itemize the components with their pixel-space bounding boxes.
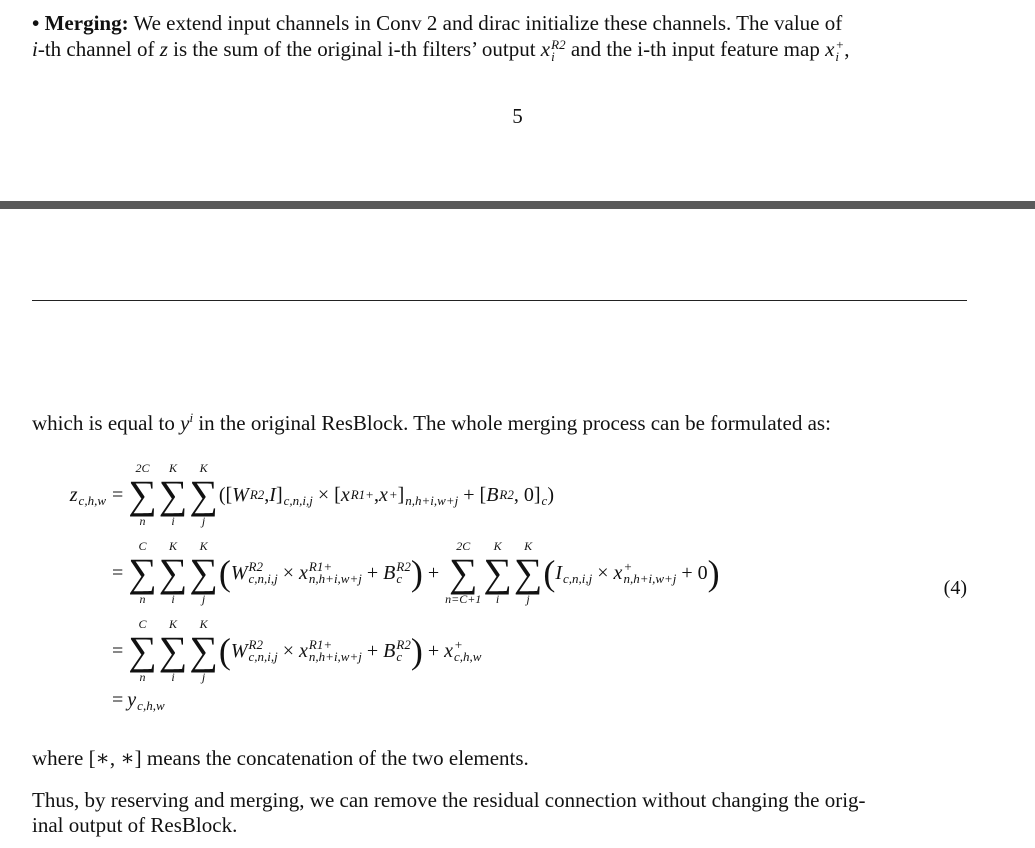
where-text (32, 745, 529, 771)
math-token (614, 561, 677, 585)
superscript: + (623, 559, 633, 574)
sup: + (835, 37, 845, 53)
subscript: c (396, 649, 403, 664)
big-paren: ) (410, 553, 423, 593)
subscript: n,h+i,w+j (405, 493, 459, 508)
sigma-symbol: ∑ (128, 628, 157, 673)
math-token (486, 484, 514, 507)
math-operator: + (681, 561, 693, 584)
math-token (112, 484, 127, 507)
header-rule (32, 300, 967, 301)
sum-lower-limit: n=C+1 (445, 592, 482, 606)
summation (445, 540, 481, 606)
bold-label: Merging: (44, 11, 129, 35)
superscript: R1+ (308, 637, 333, 652)
math-token (219, 484, 232, 507)
sigma-symbol: ∑ (158, 628, 188, 673)
subscript: n,h+i,w+j (308, 571, 362, 586)
superscript: R2 (396, 559, 411, 574)
math-operator: × (282, 561, 295, 584)
big-paren: ( (218, 553, 231, 593)
equation-row (0, 618, 481, 684)
text: where (32, 746, 89, 770)
summation (514, 540, 543, 606)
superscript: R2 (499, 487, 514, 502)
script (454, 639, 481, 663)
math-operator: , (373, 483, 379, 506)
sum-upper-limit: K (169, 617, 178, 631)
math-token (278, 562, 299, 585)
sum-upper-limit: K (199, 461, 208, 475)
math-variable: x (340, 483, 350, 506)
sum-upper-limit: K (493, 539, 502, 553)
sigma-symbol: ∑ (189, 628, 218, 673)
math-operator: × (317, 483, 330, 506)
math-variable: x (299, 561, 308, 584)
text: which is equal to (32, 411, 181, 435)
merging-paragraph-line-2 (32, 36, 849, 63)
script (551, 39, 565, 63)
summation (189, 462, 218, 528)
math-token (592, 562, 613, 585)
math-operator: + (366, 561, 379, 584)
intro-text (32, 405, 831, 436)
math-operator: ] (275, 483, 283, 506)
subscript: c,h,w (137, 698, 165, 713)
subscript: n,h+i,w+j (623, 571, 677, 586)
math-operator: , 0] (513, 483, 541, 506)
sum-lower-limit: i (171, 592, 175, 606)
equation-row (0, 540, 720, 606)
math-token (547, 484, 554, 507)
math-token (231, 561, 278, 585)
math-token (112, 689, 127, 712)
subscript: c,h,w (78, 493, 106, 508)
math-variable: x (299, 639, 308, 662)
script (309, 561, 362, 585)
summation (128, 462, 157, 528)
sum-upper-limit: K (199, 617, 208, 631)
math-token (112, 640, 127, 663)
script (623, 561, 676, 585)
math-variable: x (444, 639, 453, 662)
math-token (299, 639, 362, 663)
sup: i (189, 410, 194, 425)
math-token (423, 562, 444, 585)
sum-upper-limit: K (169, 461, 178, 475)
summation (189, 618, 218, 684)
text: is the sum of the original i-th filters’ output (167, 37, 541, 61)
math-operator: ([ (218, 483, 233, 506)
script (396, 639, 410, 663)
script (249, 639, 278, 663)
summation (159, 618, 188, 684)
big-paren: ( (543, 553, 556, 593)
subscript: c (396, 571, 403, 586)
math-operator: + (427, 639, 440, 662)
big-paren: ) (707, 553, 720, 593)
equation-row (0, 462, 554, 528)
math-token (334, 484, 341, 507)
text: means the concatenation of the two elements. (141, 746, 529, 770)
sum-lower-limit: j (201, 670, 206, 684)
math-operator: = (112, 688, 124, 711)
var-i: i (32, 37, 38, 61)
var-x: x (540, 37, 551, 61)
subscript: c,n,i,j (283, 493, 313, 508)
superscript: R2 (248, 559, 263, 574)
math-operator: = (112, 483, 124, 506)
script (396, 561, 410, 585)
sigma-symbol: ∑ (513, 550, 543, 595)
var-z: z (159, 37, 168, 61)
text: -th channel of (37, 37, 160, 61)
script (835, 39, 844, 63)
sup: R2 (551, 37, 566, 53)
math-variable: x (613, 561, 623, 584)
script (249, 561, 278, 585)
summation (159, 540, 188, 606)
page-separator (0, 201, 1035, 209)
subscript: c,n,i,j (563, 571, 593, 586)
math-operator: [ (479, 483, 487, 506)
conclusion-line-2: inal output of ResBlock. (32, 813, 238, 837)
math-token (379, 484, 398, 507)
math-token (555, 561, 592, 585)
superscript: + (388, 487, 398, 502)
equation-number: (4) (943, 577, 967, 599)
math-operator: ) (547, 483, 554, 506)
math-token (112, 562, 127, 585)
math-token (362, 562, 383, 585)
big-paren: ) (410, 631, 423, 671)
script (250, 489, 264, 501)
superscript: + (454, 637, 463, 652)
math-variable: x (378, 483, 388, 506)
sum-lower-limit: j (201, 592, 206, 606)
math-operator: , (264, 483, 270, 506)
subscript: c,h,w (454, 649, 482, 664)
sum-lower-limit: j (201, 514, 206, 528)
sum-lower-limit: i (495, 592, 500, 606)
summation (128, 618, 157, 684)
script (389, 489, 398, 501)
conclusion-line-1: Thus, by reserving and merging, we can remove the residual connection without changing the orig- (32, 788, 866, 812)
sub: i (551, 49, 555, 65)
sum-upper-limit: C (138, 617, 147, 631)
math-variable: W (230, 639, 248, 662)
script (405, 483, 458, 507)
sum-upper-limit: K (524, 539, 533, 553)
math-token (383, 639, 411, 663)
math-variable: B (383, 561, 396, 584)
text: and the i-th input feature map (565, 37, 826, 61)
math-operator: = (112, 561, 124, 584)
math-token (404, 483, 458, 507)
sum-upper-limit: K (199, 539, 208, 553)
sigma-symbol: ∑ (128, 550, 157, 595)
sigma-symbol: ∑ (189, 472, 218, 517)
text: in the original ResBlock. The whole merging process can be formulated as: (193, 411, 831, 435)
equation-row (0, 688, 165, 712)
summation (128, 540, 157, 606)
sigma-symbol: ∑ (448, 550, 478, 595)
math-variable: W (230, 561, 248, 584)
subscript: c,n,i,j (248, 649, 278, 664)
summation (189, 540, 218, 606)
math-token (283, 483, 313, 507)
superscript: R2 (248, 637, 263, 652)
superscript: R1+ (350, 487, 374, 502)
sum-lower-limit: i (171, 670, 175, 684)
math-token (514, 484, 541, 507)
math-token (458, 484, 479, 507)
script (79, 483, 106, 507)
sum-upper-limit: 2C (135, 461, 150, 475)
sigma-symbol: ∑ (128, 472, 157, 517)
math-operator: ] (397, 483, 405, 506)
script (499, 489, 513, 501)
merging-paragraph-line-1 (32, 10, 842, 36)
math-variable: W (232, 483, 249, 506)
math-token (676, 562, 697, 585)
math-token (231, 639, 278, 663)
sum-lower-limit: j (526, 592, 530, 606)
equation-lhs (0, 483, 112, 507)
math-token (127, 688, 164, 712)
bullet: • (32, 11, 40, 35)
superscript: R1+ (308, 559, 333, 574)
math-operator: = (112, 639, 124, 662)
sum-lower-limit: n (139, 670, 146, 684)
math-operator: + (427, 561, 440, 584)
sum-lower-limit: n (139, 592, 146, 606)
script (309, 639, 362, 663)
math: [∗, ∗] (88, 746, 142, 770)
superscript: R2 (249, 487, 265, 502)
sigma-symbol: ∑ (189, 550, 218, 595)
math-variable: B (486, 483, 499, 506)
sigma-symbol: ∑ (158, 550, 188, 595)
math-operator: + (463, 483, 475, 506)
math-token (362, 640, 383, 663)
sum-lower-limit: i (171, 514, 175, 528)
math-operator: [ (334, 483, 341, 506)
math-token (299, 561, 362, 585)
script (137, 688, 164, 712)
sigma-symbol: ∑ (158, 472, 188, 517)
sigma-symbol: ∑ (483, 550, 512, 595)
script (351, 489, 374, 501)
summation (483, 540, 512, 606)
script (563, 561, 592, 585)
var-y: y (180, 411, 190, 435)
math-token (313, 484, 334, 507)
math-token (444, 639, 481, 663)
sum-upper-limit: 2C (456, 539, 471, 553)
superscript: R2 (396, 637, 411, 652)
var-x: x (825, 37, 835, 61)
math-token (70, 483, 106, 507)
math-token (269, 484, 276, 507)
math-variable: y (127, 688, 137, 711)
subscript: c,n,i,j (248, 571, 278, 586)
math-token (698, 562, 708, 585)
sum-upper-limit: K (169, 539, 178, 553)
math-operator: × (282, 639, 295, 662)
sub: i (835, 49, 840, 65)
summation (159, 462, 188, 528)
math-variable: I (269, 483, 276, 506)
math-token (278, 640, 299, 663)
math-variable: I (555, 561, 563, 584)
sum-lower-limit: n (139, 514, 146, 528)
page-number: 5 (512, 104, 523, 128)
line-1-text: We extend input channels in Conv 2 and dirac initialize these channels. The value of (133, 11, 843, 35)
script (284, 483, 313, 507)
math-token (232, 484, 264, 507)
sum-upper-limit: C (138, 539, 147, 553)
text: , (844, 37, 850, 61)
math-token (423, 640, 444, 663)
math-operator: + (366, 639, 379, 662)
math-operator: × (597, 561, 609, 584)
math-token (341, 484, 374, 507)
math-token (541, 483, 548, 507)
subscript: n,h+i,w+j (308, 649, 362, 664)
big-paren: ( (218, 631, 231, 671)
math-operator: 0 (697, 561, 708, 584)
math-token (398, 484, 405, 507)
math-variable: z (69, 483, 78, 506)
math-token (276, 484, 283, 507)
subscript: c (541, 493, 548, 508)
math-token (383, 561, 411, 585)
math-variable: B (383, 639, 396, 662)
math-token (480, 484, 487, 507)
